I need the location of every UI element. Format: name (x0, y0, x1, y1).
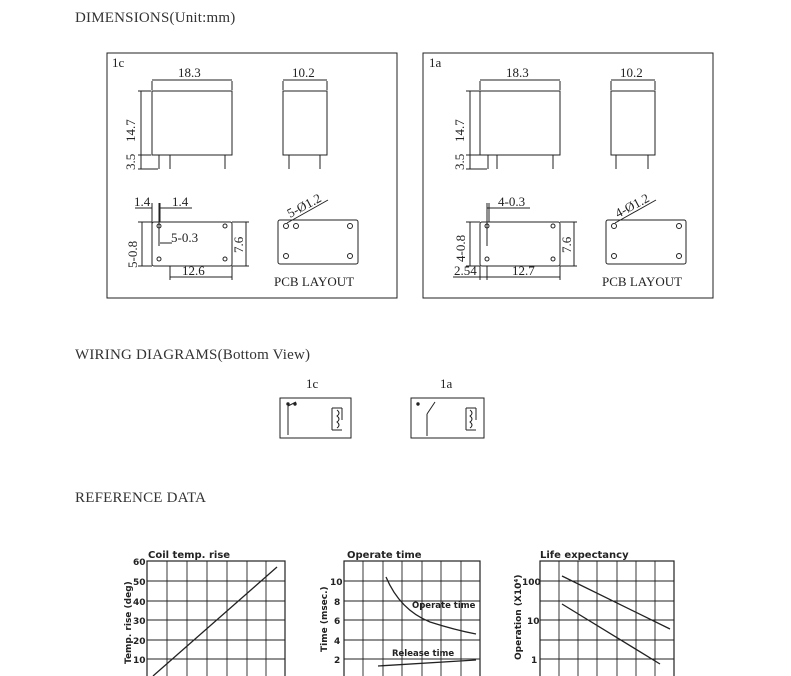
dim-1c-pin-hole: 5-0.3 (171, 230, 199, 245)
wiring-diagram-1a (411, 376, 484, 438)
chart-life-curve-2 (562, 604, 660, 664)
dim-1a-depth: 10.2 (620, 65, 643, 80)
chart-operate-time (320, 550, 480, 676)
chart-coil-curve (153, 567, 277, 676)
dim-1c-pinlen: 3.5 (123, 153, 138, 170)
chart-coil-ytick-40: 40 (133, 598, 146, 608)
dim-1c-pins-v: 5-0.8 (125, 240, 140, 268)
chart-release-series-label: Release time (392, 649, 455, 659)
chart-operate-title: Operate time (347, 550, 422, 561)
chart-operate-series-label: Operate time (412, 601, 476, 611)
panel-1c-label: 1c (112, 55, 125, 70)
chart-coil-title: Coil temp. rise (148, 550, 231, 561)
wiring-1a-label: 1a (440, 376, 453, 391)
chart-coil-ytick-20: 20 (133, 637, 146, 647)
chart-life-ytick-10: 10 (527, 617, 540, 627)
dim-1c-row-spacing: 7.6 (231, 236, 246, 253)
dim-1c-width: 18.3 (178, 65, 201, 80)
dim-1c-pitch-a: 1.4 (134, 194, 151, 209)
chart-life-ylabel: Operation (X10⁴) (514, 574, 524, 660)
chart-coil-ytick-30: 30 (133, 617, 146, 627)
chart-coil-temp (124, 550, 285, 676)
chart-operate-ytick-4: 4 (334, 637, 341, 647)
reference-heading: REFERENCE DATA (75, 490, 207, 506)
chart-life-title: Life expectancy (540, 550, 629, 561)
dim-1a-offset: 2.54 (454, 263, 477, 278)
panel-1a (423, 53, 713, 298)
dim-1c-pitch-b: 1.4 (172, 194, 189, 209)
chart-operate-ytick-6: 6 (334, 617, 341, 627)
pcb-layout-1c-label: PCB LAYOUT (274, 274, 355, 289)
chart-coil-ytick-60: 60 (133, 558, 146, 568)
dim-1a-height: 14.7 (452, 119, 467, 142)
chart-life-ytick-1: 1 (531, 656, 538, 666)
chart-coil-ylabel: Temp. rise (deg) (124, 581, 134, 664)
panel-1c (107, 53, 397, 298)
dim-1c-height: 14.7 (123, 119, 138, 142)
dim-1c-depth: 10.2 (292, 65, 315, 80)
chart-coil-ytick-50: 50 (133, 578, 146, 588)
dim-1a-pinlen: 3.5 (452, 153, 467, 170)
dim-1c-pcb-holes: 5-Ø1.2 (284, 190, 324, 221)
chart-coil-ytick-10: 10 (133, 656, 146, 666)
chart-operate-ylabel: Time (msec.) (320, 586, 330, 652)
dim-1a-width: 18.3 (506, 65, 529, 80)
wiring-1c-label: 1c (306, 376, 319, 391)
dim-1c-pin-spacing: 12.6 (182, 263, 205, 278)
dim-1a-pins-v: 4-0.8 (453, 234, 468, 262)
pcb-layout-1a-label: PCB LAYOUT (602, 274, 683, 289)
chart-operate-ytick-10: 10 (330, 578, 343, 588)
panel-1a-label: 1a (429, 55, 442, 70)
dimensions-heading: DIMENSIONS(Unit:mm) (75, 10, 236, 26)
dim-1a-pcb-holes: 4-Ø1.2 (612, 190, 652, 221)
chart-operate-ytick-2: 2 (334, 656, 341, 666)
dim-1a-pin-spacing: 12.7 (512, 263, 535, 278)
chart-life-ytick-100: 100 (522, 578, 541, 588)
chart-operate-ytick-8: 8 (334, 598, 341, 608)
dim-1a-pin-hole: 4-0.3 (498, 194, 526, 209)
wiring-heading: WIRING DIAGRAMS(Bottom View) (75, 347, 311, 363)
wiring-diagram-1c (280, 376, 351, 438)
dim-1a-row-spacing: 7.6 (559, 236, 574, 253)
chart-life-expectancy (514, 550, 674, 676)
